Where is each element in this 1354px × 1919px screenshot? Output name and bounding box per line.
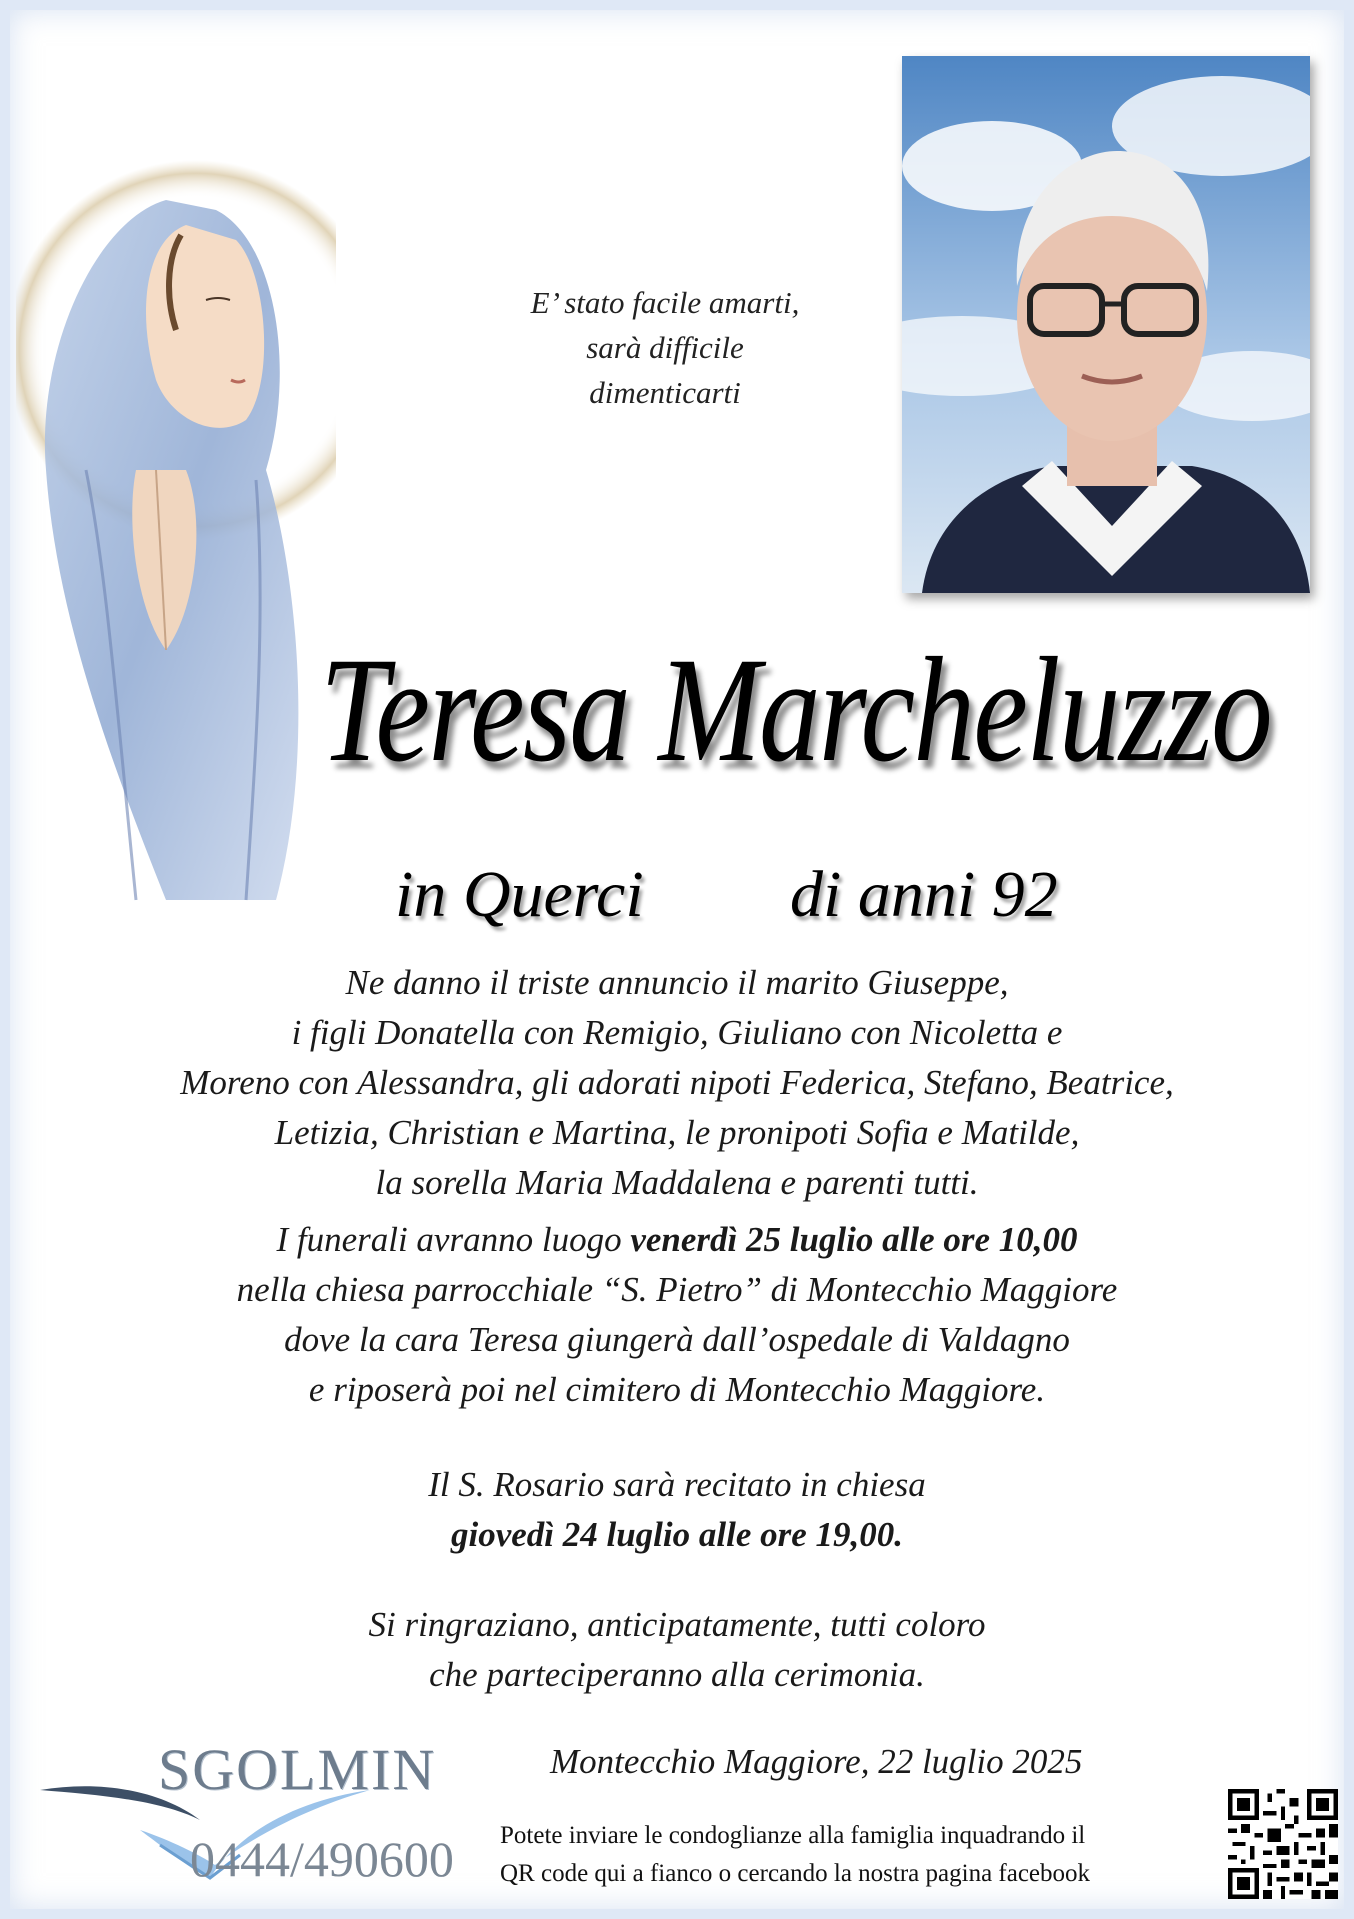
qr-code[interactable] (1228, 1789, 1338, 1899)
company-name: SGOLMIN (158, 1737, 437, 1802)
company-phone: 0444/490600 (190, 1831, 454, 1887)
rosary-datetime: giovedì 24 luglio alle ore 19,00. (450, 1515, 904, 1554)
funeral-home-logo (40, 1730, 500, 1900)
rosary-info (20, 1460, 1334, 1560)
announcement (20, 958, 1334, 1208)
funeral-info (20, 1215, 1334, 1415)
quote-line: sarà difficile (586, 330, 744, 365)
announcement-line: la sorella Maria Maddalena e parenti tutti. (375, 1163, 979, 1202)
married-name: in Querci (395, 858, 644, 931)
funeral-line: e riposerà poi nel cimitero di Montecchio Maggiore. (308, 1370, 1046, 1409)
place-date: Montecchio Maggiore, 22 luglio 2025 (550, 1742, 1083, 1781)
madonna-illustration (16, 50, 336, 950)
funeral-line (20, 1215, 1334, 1265)
thanks (20, 1600, 1334, 1700)
funeral-datetime: venerdì 25 luglio alle ore 10,00 (630, 1220, 1078, 1259)
thanks-line: che parteciperanno alla cerimonia. (429, 1655, 925, 1694)
rosary-line: Il S. Rosario sarà recitato in chiesa (428, 1465, 926, 1504)
condolences-line: Potete inviare le condoglianze alla famiglia inquadrando il (500, 1822, 1086, 1849)
funeral-text: I funerali avranno luogo (276, 1220, 631, 1259)
quote-line: dimenticarti (589, 375, 741, 410)
thanks-line: Si ringraziano, anticipatamente, tutti coloro (368, 1605, 986, 1644)
deceased-name: Teresa Marcheluzzo (320, 627, 1272, 793)
funeral-line: dove la cara Teresa giungerà dall’ospedale di Valdagno (284, 1320, 1070, 1359)
quote-line: E’ stato facile amarti, (530, 285, 800, 320)
announcement-line: Ne danno il triste annuncio il marito Giuseppe, (345, 963, 1009, 1002)
announcement-line: i figli Donatella con Remigio, Giuliano con Nicoletta e (291, 1013, 1063, 1052)
condolences-line: QR code qui a fianco o cercando la nostra pagina facebook (500, 1860, 1091, 1887)
portrait-photo (902, 56, 1310, 593)
memorial-quote (440, 280, 890, 415)
funeral-line: nella chiesa parrocchiale “S. Pietro” di Montecchio Maggiore (236, 1270, 1118, 1309)
condolences-note (500, 1817, 1220, 1893)
announcement-line: Letizia, Christian e Martina, le pronipoti Sofia e Matilde, (274, 1113, 1080, 1152)
age: di anni 92 (790, 858, 1058, 931)
obituary-page (10, 10, 1344, 1909)
announcement-line: Moreno con Alessandra, gli adorati nipoti Federica, Stefano, Beatrice, (180, 1063, 1174, 1102)
